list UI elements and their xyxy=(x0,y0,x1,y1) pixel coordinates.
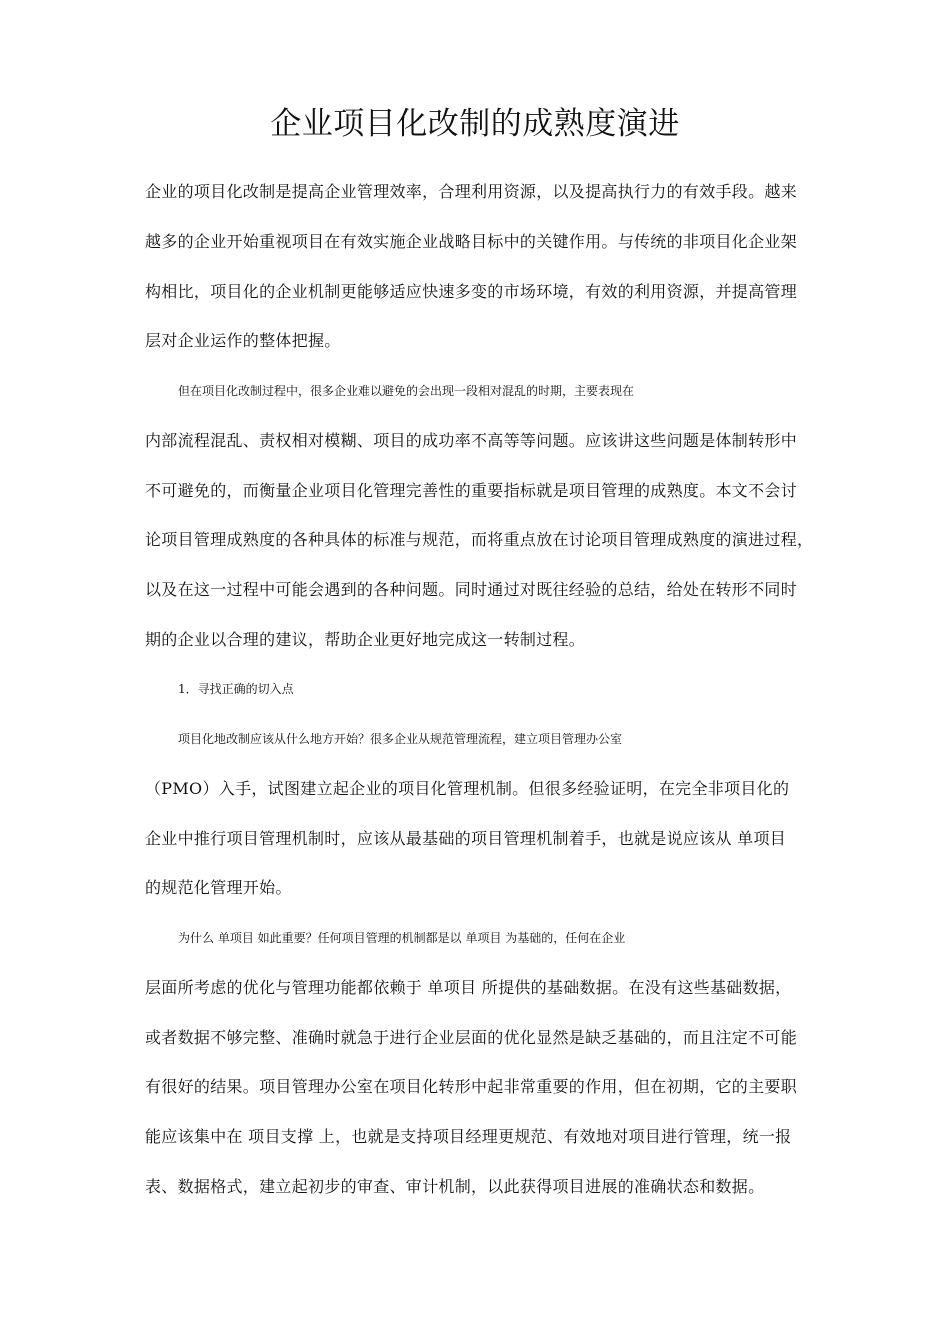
paragraph-line: 层对企业运作的整体把握。 xyxy=(145,331,341,350)
paragraph-line: 企业中推行项目管理机制时，应该从最基础的项目管理机制着手，也就是说应该从 单项目 xyxy=(145,829,787,848)
paragraph-line: 构相比，项目化的企业机制更能够适应快速多变的市场环境，有效的利用资源，并提高管理 xyxy=(145,282,798,301)
paragraph-line: 期的企业以合理的建议，帮助企业更好地完成这一转制过程。 xyxy=(145,630,586,649)
paragraph-line: 为什么 单项目 如此重要？任何项目管理的机制都是以 单项目 为基础的，任何在企业 xyxy=(178,931,626,945)
paragraph-line: 或者数据不够完整、准确时就急于进行企业层面的优化显然是缺乏基础的，而且注定不可能 xyxy=(145,1028,798,1047)
paragraph-line: 但在项目化改制过程中，很多企业难以避免的会出现一段相对混乱的时期，主要表现在 xyxy=(178,384,635,398)
document-title: 企业项目化改制的成熟度演进 xyxy=(270,106,680,142)
paragraph-line: 以及在这一过程中可能会遇到的各种问题。同时通过对既往经验的总结，给处在转形不同时 xyxy=(145,580,798,599)
paragraph-line: 能应该集中在 项目支撑 上，也就是支持项目经理更规范、有效地对项目进行管理，统一报 xyxy=(145,1127,792,1146)
paragraph-line: 项目化地改制应该从什么地方开始？很多企业从规范管理流程，建立项目管理办公室 xyxy=(178,732,623,746)
paragraph-line: （PMO）入手，试图建立起企业的项目化管理机制。但很多经验证明，在完全非项目化的 xyxy=(145,779,790,798)
section-heading: 1．寻找正确的切入点 xyxy=(178,682,294,696)
paragraph-line: 不可避免的，而衡量企业项目化管理完善性的重要指标就是项目管理的成熟度。本文不会讨 xyxy=(145,481,798,500)
paragraph-line: 越多的企业开始重视项目在有效实施企业战略目标中的关键作用。与传统的非项目化企业架 xyxy=(145,232,798,251)
paragraph-line: 的规范化管理开始。 xyxy=(145,878,292,897)
paragraph-line: 有很好的结果。项目管理办公室在项目化转形中起非常重要的作用，但在初期，它的主要职 xyxy=(145,1077,798,1096)
paragraph-line: 企业的项目化改制是提高企业管理效率，合理利用资源，以及提高执行力的有效手段。越来 xyxy=(145,182,798,201)
paragraph-line: 内部流程混乱、责权相对模糊、项目的成功率不高等等问题。应该讲这些问题是体制转形中 xyxy=(145,431,798,450)
paragraph-line: 层面所考虑的优化与管理功能都依赖于 单项目 所提供的基础数据。在没有这些基础数据， xyxy=(145,978,792,997)
paragraph-line: 论项目管理成熟度的各种具体的标准与规范，而将重点放在讨论项目管理成熟度的演进过程， xyxy=(145,530,814,549)
paragraph-line: 表、数据格式，建立起初步的审查、审计机制，以此获得项目进展的准确状态和数据。 xyxy=(145,1177,765,1196)
